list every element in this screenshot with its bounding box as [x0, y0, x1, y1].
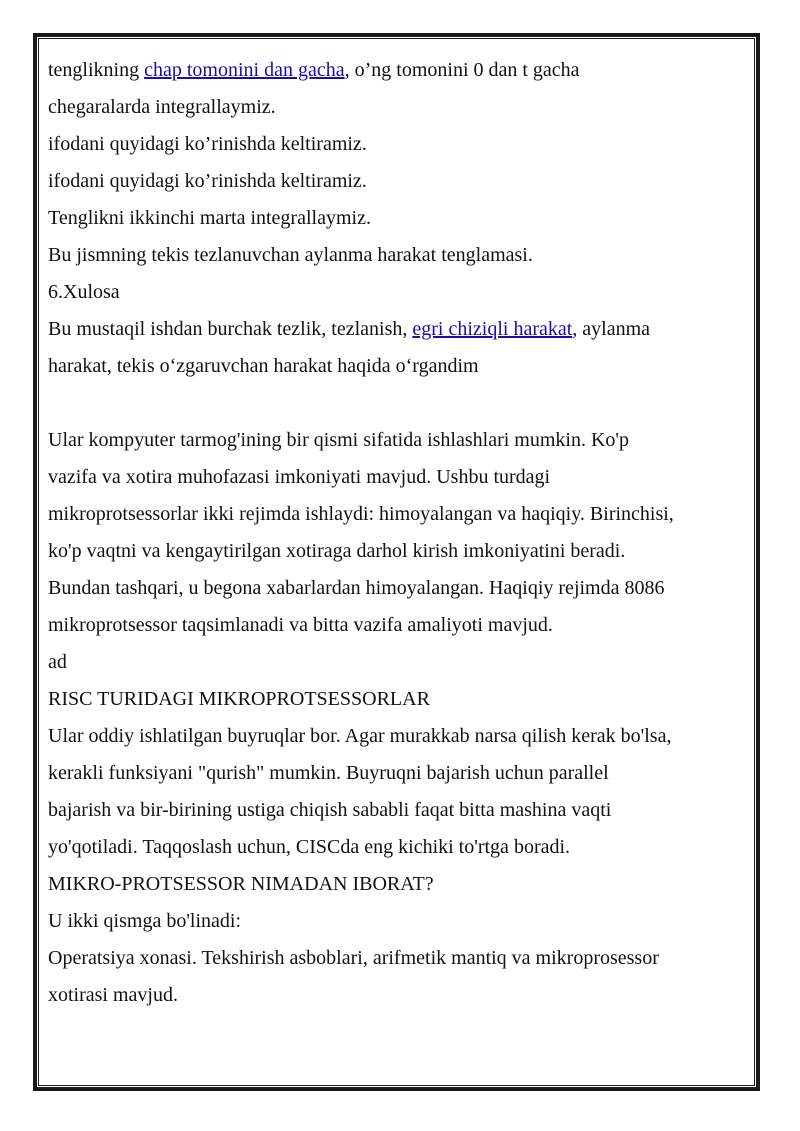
text-line [48, 459, 748, 496]
text-line [48, 348, 748, 385]
text-span: chegaralarda integrallaymiz. [48, 96, 276, 118]
text-line [48, 533, 748, 570]
text-line [48, 89, 748, 126]
text-line [48, 274, 748, 311]
text-span: , o’ng tomonini 0 dan t gacha [344, 59, 580, 81]
text-line [48, 496, 748, 533]
text-span: Bu jismning tekis tezlanuvchan aylanma harakat tenglamasi. [48, 244, 533, 266]
text-span: ifodani quyidagi ko’rinishda keltiramiz. [48, 133, 367, 155]
text-line [48, 570, 748, 607]
text-span: ifodani quyidagi ko’rinishda keltiramiz. [48, 170, 367, 192]
text-line [48, 607, 748, 644]
text-span: mikroprotsessor taqsimlanadi va bitta vazifa amaliyoti mavjud. [48, 614, 553, 636]
text-span: Ular kompyuter tarmog'ining bir qismi sifatida ishlashlari mumkin. Ko'p [48, 429, 630, 451]
text-span: Bundan tashqari, u begona xabarlardan himoyalangan. Haqiqiy rejimda 8086 [48, 577, 665, 599]
text-line [48, 903, 748, 940]
text-span: Operatsiya xonasi. Tekshirish asboblari, arifmetik mantiq va mikroprosessor [48, 947, 659, 969]
text-line [48, 940, 748, 977]
text-line [48, 681, 748, 718]
text-line [48, 422, 748, 459]
text-span: yo'qotiladi. Taqqoslash uchun, CISCda eng kichiki to'rtga boradi. [48, 836, 571, 858]
text-span: ko'p vaqtni va kengaytirilgan xotiraga darhol kirish imkoniyatini beradi. [48, 540, 626, 562]
text-span: Tenglikni ikkinchi marta integrallaymiz. [48, 207, 371, 229]
text-span: MIKRO-PROTSESSOR NIMADAN IBORAT? [48, 873, 434, 895]
text-line [48, 126, 748, 163]
text-line [48, 866, 748, 903]
text-span: harakat, tekis o‘zgaruvchan harakat haqida o‘rgandim [48, 355, 479, 377]
text-line [48, 644, 748, 681]
text-span: tenglikning [48, 59, 145, 81]
text-line [48, 792, 748, 829]
text-span: mikroprotsessorlar ikki rejimda ishlaydi: himoyalangan va haqiqiy. Birinchisi, [48, 503, 674, 525]
text-line [48, 237, 748, 274]
text-span: ad [48, 651, 67, 673]
text-line [48, 163, 748, 200]
text-span: vazifa va xotira muhofazasi imkoniyati mavjud. Ushbu turdagi [48, 466, 551, 488]
text-span: 6.Xulosa [48, 281, 120, 303]
text-span: bajarish va bir-birining ustiga chiqish sababli faqat bitta mashina vaqti [48, 799, 612, 821]
text-line [48, 755, 748, 792]
text-span: RISC TURIDAGI MIKROPROTSESSORLAR [48, 688, 430, 710]
text-line [48, 311, 748, 348]
text-span: , aylanma [572, 318, 651, 340]
document-body [48, 52, 748, 1014]
text-line [48, 52, 748, 89]
text-span: Ular oddiy ishlatilgan buyruqlar bor. Agar murakkab narsa qilish kerak bo'lsa, [48, 725, 672, 747]
text-span: xotirasi mavjud. [48, 984, 178, 1006]
hyperlink[interactable]: chap tomonini dan gacha [144, 59, 345, 81]
text-span: kerakli funksiyani "qurish" mumkin. Buyruqni bajarish uchun parallel [48, 762, 609, 784]
text-line [48, 718, 748, 755]
text-line [48, 829, 748, 866]
text-line [48, 977, 748, 1014]
text-span: U ikki qismga bo'linadi: [48, 910, 242, 932]
text-line [48, 200, 748, 237]
blank-line [48, 385, 748, 422]
hyperlink[interactable]: egri chiziqli harakat [412, 318, 573, 340]
text-span: Bu mustaqil ishdan burchak tezlik, tezlanish, [48, 318, 413, 340]
